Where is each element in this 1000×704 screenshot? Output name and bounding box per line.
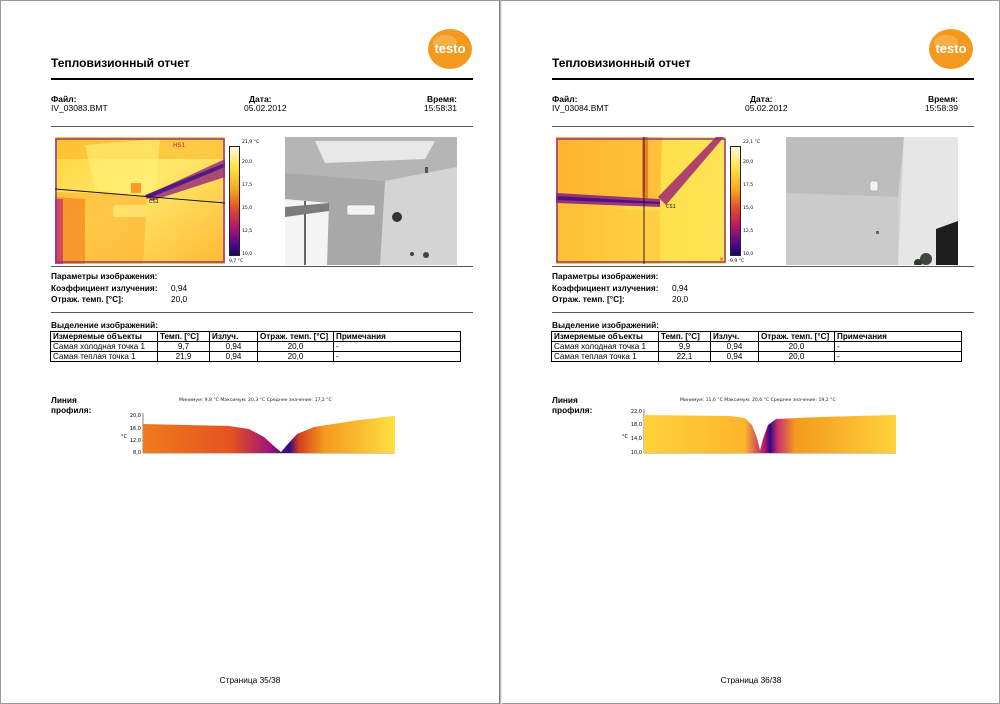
svg-text:14,0: 14,0 — [630, 436, 642, 442]
table-cell: 21,9 — [158, 352, 210, 362]
scale-top-label: 21,9 °C — [242, 140, 260, 145]
testo-logo — [928, 28, 974, 70]
divider — [51, 266, 473, 267]
report-title: Тепловизионный отчет — [552, 56, 691, 70]
measurement-table — [50, 331, 461, 362]
reflected-temp-label: Отраж. темп. [°C]: — [51, 294, 124, 304]
selection-header: Выделение изображений: — [51, 320, 159, 330]
scale-tick: 10,0 — [743, 252, 754, 257]
svg-text:22,0: 22,0 — [630, 409, 642, 415]
time-value: 15:58:39 — [924, 103, 958, 113]
divider — [51, 126, 473, 127]
column-header: Примечания — [835, 332, 962, 342]
table-cell: 0,94 — [210, 342, 258, 352]
page-number: Страница 36/38 — [720, 675, 782, 685]
table-cell: Самая теплая точка 1 — [552, 352, 659, 362]
table-row — [552, 352, 962, 362]
svg-text:12,0: 12,0 — [129, 438, 141, 444]
time-label: Время: — [426, 94, 457, 104]
table-header-row — [552, 332, 962, 342]
svg-text:testo: testo — [434, 41, 466, 56]
scale-tick: 15,0 — [743, 206, 754, 211]
svg-text:8,0: 8,0 — [133, 450, 141, 456]
temperature-profile-chart — [119, 405, 397, 459]
table-cell: 0,94 — [711, 352, 759, 362]
date-value: 05.02.2012 — [244, 103, 287, 113]
table-cell: 20,0 — [759, 342, 835, 352]
date-label: Дата: — [249, 94, 272, 104]
svg-text:HS1: HS1 — [173, 142, 186, 149]
scale-top-label: 22,1 °C — [743, 140, 761, 145]
measurement-table — [551, 331, 962, 362]
column-header: Отраж. темп. [°C] — [258, 332, 334, 342]
table-cell: - — [334, 342, 461, 352]
header-rule — [552, 78, 974, 80]
table-cell: - — [835, 342, 962, 352]
date-label: Дата: — [750, 94, 773, 104]
thermal-image — [556, 137, 726, 264]
emissivity-label: Коэффициент излучения: — [51, 283, 158, 293]
date-value: 05.02.2012 — [745, 103, 788, 113]
table-cell: 20,0 — [759, 352, 835, 362]
scale-tick: 17,5 — [242, 183, 253, 188]
svg-text:CS1: CS1 — [149, 199, 159, 205]
column-header: Темп. [°C] — [659, 332, 711, 342]
svg-text:CS1: CS1 — [666, 204, 676, 210]
testo-logo — [427, 28, 473, 70]
profile-label-line1: Линия — [51, 395, 77, 405]
profile-label-line2: профиля: — [51, 405, 92, 415]
profile-label-line1: Линия — [552, 395, 578, 405]
table-cell: Самая холодная точка 1 — [51, 342, 158, 352]
column-header: Излуч. — [711, 332, 759, 342]
table-cell: 0,94 — [711, 342, 759, 352]
column-header: Отраж. темп. [°C] — [759, 332, 835, 342]
report-page-35 — [1, 1, 499, 704]
divider — [552, 126, 974, 127]
visual-photo — [285, 137, 457, 265]
emissivity-value: 0,94 — [171, 283, 188, 293]
time-label: Время: — [927, 94, 958, 104]
table-cell: Самая теплая точка 1 — [51, 352, 158, 362]
image-params-header: Параметры изображения: — [552, 271, 659, 281]
table-cell: 9,7 — [158, 342, 210, 352]
time-value: 15:58:31 — [423, 103, 457, 113]
table-cell: 22,1 — [659, 352, 711, 362]
selection-header: Выделение изображений: — [552, 320, 660, 330]
scale-bottom-label: 9,9 °C — [730, 259, 745, 264]
divider — [552, 266, 974, 267]
scale-tick: 12,5 — [242, 229, 253, 234]
file-value: IV_03083.BMT — [51, 103, 108, 113]
file-label: Файл: — [51, 94, 77, 104]
profile-line-label — [552, 395, 592, 415]
image-params-header: Параметры изображения: — [51, 271, 158, 281]
profile-stats: Минимум: 9,8 °C Максимум: 20,3 °C Среднее значение: 17,2 °C — [179, 398, 332, 403]
table-cell: 9,9 — [659, 342, 711, 352]
emissivity-value: 0,94 — [672, 283, 689, 293]
visual-photo — [786, 137, 958, 265]
table-header-row — [51, 332, 461, 342]
svg-text:10,0: 10,0 — [630, 450, 642, 456]
profile-stats: Минимум: 11,6 °C Максимум: 20,6 °C Среднее значение: 19,2 °C — [680, 398, 836, 403]
svg-text:testo: testo — [935, 41, 967, 56]
reflected-temp-value: 20,0 — [672, 294, 689, 304]
column-header: Излуч. — [210, 332, 258, 342]
scale-tick: 15,0 — [242, 206, 253, 211]
svg-text:18,0: 18,0 — [630, 422, 642, 428]
scale-bottom-label: 9,7 °C — [229, 259, 244, 264]
reflected-temp-value: 20,0 — [171, 294, 188, 304]
report-title: Тепловизионный отчет — [51, 56, 190, 70]
svg-text:°C: °C — [622, 434, 628, 440]
table-cell: 0,94 — [210, 352, 258, 362]
column-header: Измеряемые объекты — [552, 332, 659, 342]
table-row — [552, 342, 962, 352]
svg-text:20,0: 20,0 — [129, 413, 141, 419]
table-cell: 20,0 — [258, 342, 334, 352]
column-header: Темп. [°C] — [158, 332, 210, 342]
scale-tick: 20,0 — [743, 160, 754, 165]
emissivity-label: Коэффициент излучения: — [552, 283, 659, 293]
file-label: Файл: — [552, 94, 578, 104]
temperature-scale-bar — [730, 146, 741, 256]
table-row — [51, 352, 461, 362]
scale-tick: 17,5 — [743, 183, 754, 188]
page-number: Страница 35/38 — [219, 675, 281, 685]
table-cell: - — [334, 352, 461, 362]
svg-text:×: × — [719, 256, 725, 263]
table-row — [51, 342, 461, 352]
temperature-profile-chart — [620, 405, 898, 459]
table-cell: 20,0 — [258, 352, 334, 362]
thermal-image — [55, 137, 225, 264]
profile-label-line2: профиля: — [552, 405, 593, 415]
column-header: Измеряемые объекты — [51, 332, 158, 342]
scale-tick: 10,0 — [242, 252, 253, 257]
reflected-temp-label: Отраж. темп. [°C]: — [552, 294, 625, 304]
temperature-scale-bar — [229, 146, 240, 256]
column-header: Примечания — [334, 332, 461, 342]
report-page-36 — [502, 1, 1000, 704]
divider — [51, 312, 473, 313]
profile-line-label — [51, 395, 91, 415]
table-cell: - — [835, 352, 962, 362]
scale-tick: 20,0 — [242, 160, 253, 165]
header-rule — [51, 78, 473, 80]
divider — [552, 312, 974, 313]
svg-text:16,0: 16,0 — [129, 426, 141, 432]
table-cell: Самая холодная точка 1 — [552, 342, 659, 352]
file-value: IV_03084.BMT — [552, 103, 609, 113]
svg-text:°C: °C — [121, 434, 127, 440]
scale-tick: 12,5 — [743, 229, 754, 234]
